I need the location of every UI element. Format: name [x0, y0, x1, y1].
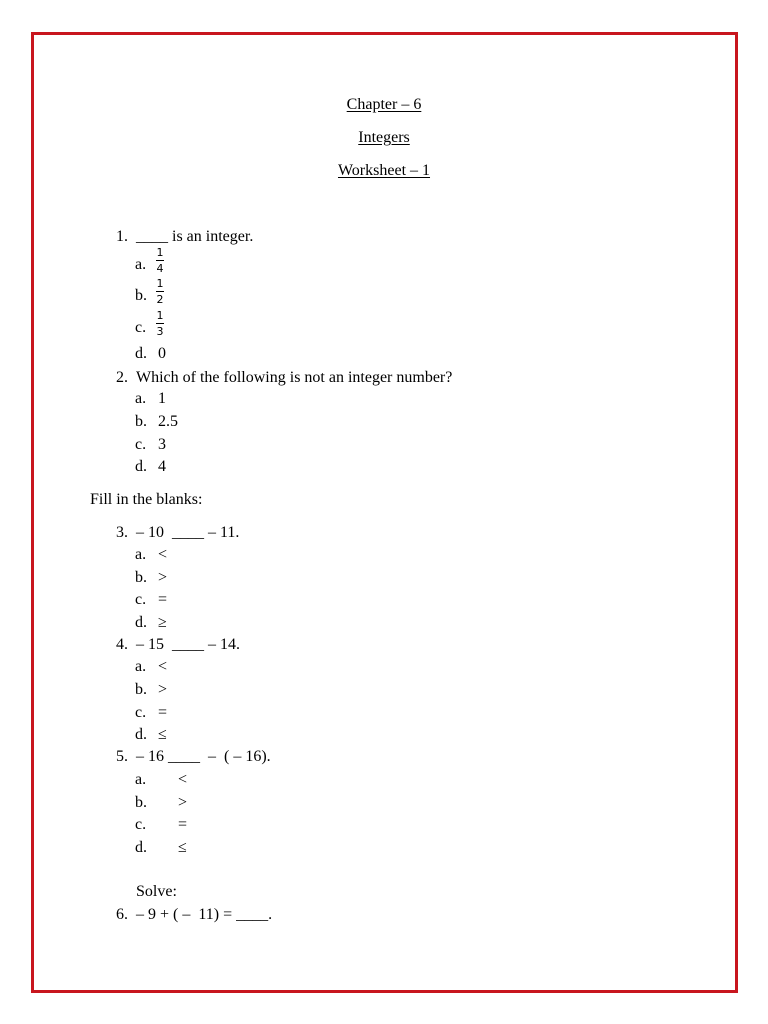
- question-number: 2.: [116, 369, 128, 386]
- option-label: c.: [135, 591, 147, 608]
- option-value: >: [158, 681, 168, 698]
- option-value: ≤: [158, 726, 167, 743]
- option-value: ≤: [178, 839, 187, 856]
- fraction-option: [156, 247, 164, 275]
- option-value: 1: [158, 390, 166, 407]
- option-value: =: [178, 816, 188, 833]
- option-value: >: [158, 569, 168, 586]
- numerator: 1: [156, 277, 164, 290]
- question-text: – 16 ____ – ( – 16).: [136, 748, 271, 765]
- option-value: <: [178, 771, 188, 788]
- option-value: 2.5: [158, 413, 178, 430]
- option-label: b.: [135, 681, 147, 698]
- option-label: a.: [135, 390, 147, 407]
- option-label: d.: [135, 614, 147, 631]
- option-value: >: [178, 794, 188, 811]
- question-text: ____ is an integer.: [136, 228, 254, 245]
- topic-title: Integers: [358, 129, 410, 146]
- section-heading: Fill in the blanks:: [90, 491, 203, 508]
- option-label: d.: [135, 726, 147, 743]
- section-heading: Solve:: [136, 883, 177, 900]
- option-label: b.: [135, 413, 147, 430]
- option-label: a.: [135, 771, 147, 788]
- question-text: – 15 ____ – 14.: [136, 636, 240, 653]
- option-label: c.: [135, 816, 147, 833]
- fraction-bar: [156, 291, 164, 292]
- option-label: c.: [135, 704, 147, 721]
- option-label: b.: [135, 794, 147, 811]
- option-value: 3: [158, 436, 166, 453]
- option-label: a.: [135, 658, 147, 675]
- option-value: =: [158, 591, 168, 608]
- question-number: 5.: [116, 748, 128, 765]
- numerator: 1: [156, 309, 164, 322]
- option-value: <: [158, 546, 168, 563]
- option-label: c.: [135, 319, 147, 336]
- option-label: d.: [135, 345, 147, 362]
- fraction-option: [156, 278, 164, 306]
- option-label: a.: [135, 256, 147, 273]
- worksheet-title: Worksheet – 1: [337, 162, 431, 179]
- option-value: 4: [158, 458, 166, 475]
- question-text: – 10 ____ – 11.: [136, 524, 240, 541]
- option-label: d.: [135, 458, 147, 475]
- option-value: 0: [158, 345, 166, 362]
- question-number: 1.: [116, 228, 128, 245]
- question-number: 4.: [116, 636, 128, 653]
- option-value: =: [158, 704, 168, 721]
- fraction-bar: [156, 260, 164, 261]
- question-text: – 9 + ( – 11) = ____.: [136, 906, 273, 923]
- denominator: 3: [156, 325, 164, 338]
- fraction-option: [156, 310, 164, 338]
- fraction-bar: [156, 323, 164, 324]
- denominator: 2: [156, 293, 164, 306]
- option-label: c.: [135, 436, 147, 453]
- option-label: d.: [135, 839, 147, 856]
- numerator: 1: [156, 246, 164, 259]
- denominator: 4: [156, 262, 164, 275]
- option-label: b.: [135, 569, 147, 586]
- question-text: Which of the following is not an integer number?: [136, 369, 453, 386]
- question-number: 3.: [116, 524, 128, 541]
- question-number: 6.: [116, 906, 128, 923]
- option-label: b.: [135, 287, 147, 304]
- chapter-title: Chapter – 6: [346, 96, 422, 113]
- option-value: ≥: [158, 614, 167, 631]
- option-value: <: [158, 658, 168, 675]
- option-label: a.: [135, 546, 147, 563]
